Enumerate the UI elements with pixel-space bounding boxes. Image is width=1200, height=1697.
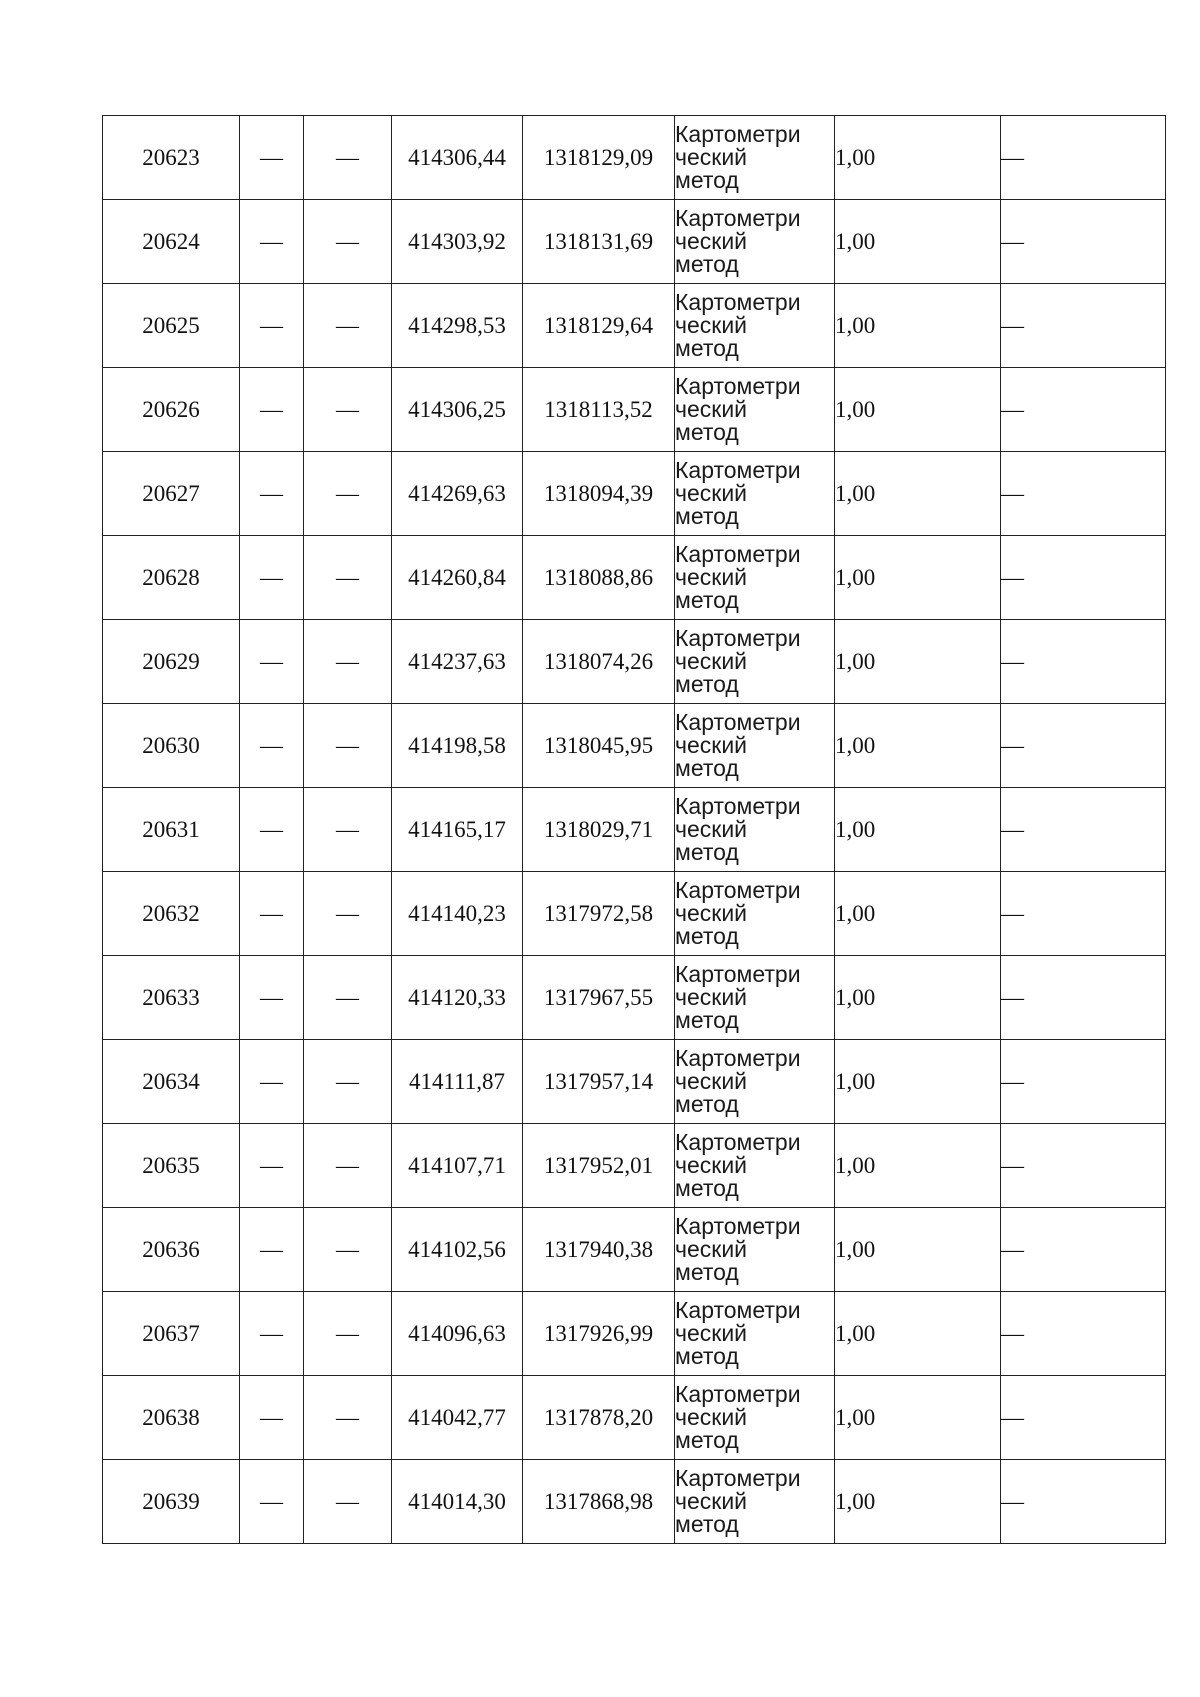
accuracy-cell: 1,00: [835, 116, 1001, 200]
table-row: [103, 1124, 1166, 1208]
method-cell: Картометри ческий метод: [675, 116, 835, 200]
point-number-cell: 20633: [103, 956, 240, 1040]
table-row: [103, 368, 1166, 452]
description-cell: —: [1001, 1208, 1166, 1292]
point-number-cell: 20625: [103, 284, 240, 368]
description-cell: —: [1001, 1376, 1166, 1460]
empty-coord-x-cell: —: [240, 200, 304, 284]
empty-coord-x-cell: —: [240, 872, 304, 956]
empty-coord-x-cell: —: [240, 368, 304, 452]
point-number-cell: 20639: [103, 1460, 240, 1544]
method-cell: Картометри ческий метод: [675, 1376, 835, 1460]
table-row: [103, 704, 1166, 788]
coord-y-cell: 1317868,98: [523, 1460, 675, 1544]
empty-coord-x-cell: —: [240, 536, 304, 620]
empty-coord-y-cell: —: [304, 452, 392, 536]
accuracy-cell: 1,00: [835, 704, 1001, 788]
coord-x-cell: 414165,17: [392, 788, 523, 872]
empty-coord-x-cell: —: [240, 788, 304, 872]
empty-coord-x-cell: —: [240, 620, 304, 704]
empty-coord-x-cell: —: [240, 116, 304, 200]
table-body: [103, 116, 1166, 1544]
table-row: [103, 1460, 1166, 1544]
coord-x-cell: 414111,87: [392, 1040, 523, 1124]
accuracy-cell: 1,00: [835, 620, 1001, 704]
method-cell: Картометри ческий метод: [675, 452, 835, 536]
method-cell: Картометри ческий метод: [675, 788, 835, 872]
coord-x-cell: 414260,84: [392, 536, 523, 620]
point-number-cell: 20627: [103, 452, 240, 536]
coord-x-cell: 414237,63: [392, 620, 523, 704]
method-cell: Картометри ческий метод: [675, 704, 835, 788]
empty-coord-y-cell: —: [304, 116, 392, 200]
description-cell: —: [1001, 1292, 1166, 1376]
empty-coord-y-cell: —: [304, 1376, 392, 1460]
coord-x-cell: 414306,25: [392, 368, 523, 452]
method-cell: Картометри ческий метод: [675, 1124, 835, 1208]
description-cell: —: [1001, 620, 1166, 704]
accuracy-cell: 1,00: [835, 1124, 1001, 1208]
accuracy-cell: 1,00: [835, 1208, 1001, 1292]
table-row: [103, 200, 1166, 284]
point-number-cell: 20630: [103, 704, 240, 788]
table-row: [103, 872, 1166, 956]
point-number-cell: 20629: [103, 620, 240, 704]
coord-y-cell: 1318045,95: [523, 704, 675, 788]
empty-coord-x-cell: —: [240, 956, 304, 1040]
table-row: [103, 116, 1166, 200]
coord-y-cell: 1317952,01: [523, 1124, 675, 1208]
method-cell: Картометри ческий метод: [675, 1292, 835, 1376]
coord-x-cell: 414102,56: [392, 1208, 523, 1292]
coord-x-cell: 414120,33: [392, 956, 523, 1040]
coord-y-cell: 1317940,38: [523, 1208, 675, 1292]
empty-coord-y-cell: —: [304, 1208, 392, 1292]
method-cell: Картометри ческий метод: [675, 872, 835, 956]
accuracy-cell: 1,00: [835, 1460, 1001, 1544]
coord-y-cell: 1318131,69: [523, 200, 675, 284]
description-cell: —: [1001, 284, 1166, 368]
point-number-cell: 20632: [103, 872, 240, 956]
accuracy-cell: 1,00: [835, 1376, 1001, 1460]
empty-coord-y-cell: —: [304, 1124, 392, 1208]
coord-x-cell: 414014,30: [392, 1460, 523, 1544]
accuracy-cell: 1,00: [835, 452, 1001, 536]
empty-coord-y-cell: —: [304, 872, 392, 956]
empty-coord-x-cell: —: [240, 284, 304, 368]
description-cell: —: [1001, 704, 1166, 788]
method-cell: Картометри ческий метод: [675, 368, 835, 452]
method-cell: Картометри ческий метод: [675, 1460, 835, 1544]
empty-coord-x-cell: —: [240, 1208, 304, 1292]
coord-y-cell: 1318129,09: [523, 116, 675, 200]
coord-x-cell: 414140,23: [392, 872, 523, 956]
coord-x-cell: 414269,63: [392, 452, 523, 536]
point-number-cell: 20634: [103, 1040, 240, 1124]
method-cell: Картометри ческий метод: [675, 536, 835, 620]
empty-coord-x-cell: —: [240, 1376, 304, 1460]
description-cell: —: [1001, 1460, 1166, 1544]
table-row: [103, 620, 1166, 704]
empty-coord-x-cell: —: [240, 1292, 304, 1376]
description-cell: —: [1001, 452, 1166, 536]
point-number-cell: 20628: [103, 536, 240, 620]
coord-y-cell: 1318113,52: [523, 368, 675, 452]
description-cell: —: [1001, 1040, 1166, 1124]
table-row: [103, 452, 1166, 536]
coord-y-cell: 1317926,99: [523, 1292, 675, 1376]
point-number-cell: 20624: [103, 200, 240, 284]
empty-coord-y-cell: —: [304, 956, 392, 1040]
coord-y-cell: 1318029,71: [523, 788, 675, 872]
accuracy-cell: 1,00: [835, 788, 1001, 872]
description-cell: —: [1001, 116, 1166, 200]
accuracy-cell: 1,00: [835, 200, 1001, 284]
coord-y-cell: 1318094,39: [523, 452, 675, 536]
point-number-cell: 20638: [103, 1376, 240, 1460]
coord-x-cell: 414303,92: [392, 200, 523, 284]
empty-coord-x-cell: —: [240, 1124, 304, 1208]
table-row: [103, 1208, 1166, 1292]
table-row: [103, 956, 1166, 1040]
table-row: [103, 788, 1166, 872]
accuracy-cell: 1,00: [835, 872, 1001, 956]
accuracy-cell: 1,00: [835, 1292, 1001, 1376]
coord-y-cell: 1317878,20: [523, 1376, 675, 1460]
description-cell: —: [1001, 788, 1166, 872]
description-cell: —: [1001, 200, 1166, 284]
point-number-cell: 20635: [103, 1124, 240, 1208]
method-cell: Картометри ческий метод: [675, 956, 835, 1040]
table-row: [103, 1376, 1166, 1460]
table-row: [103, 284, 1166, 368]
point-number-cell: 20626: [103, 368, 240, 452]
accuracy-cell: 1,00: [835, 536, 1001, 620]
coord-x-cell: 414306,44: [392, 116, 523, 200]
empty-coord-y-cell: —: [304, 704, 392, 788]
coord-x-cell: 414042,77: [392, 1376, 523, 1460]
description-cell: —: [1001, 536, 1166, 620]
accuracy-cell: 1,00: [835, 1040, 1001, 1124]
empty-coord-y-cell: —: [304, 284, 392, 368]
empty-coord-y-cell: —: [304, 1460, 392, 1544]
coord-y-cell: 1318088,86: [523, 536, 675, 620]
method-cell: Картометри ческий метод: [675, 200, 835, 284]
coord-x-cell: 414096,63: [392, 1292, 523, 1376]
description-cell: —: [1001, 956, 1166, 1040]
empty-coord-y-cell: —: [304, 368, 392, 452]
coord-y-cell: 1317957,14: [523, 1040, 675, 1124]
description-cell: —: [1001, 872, 1166, 956]
table-row: [103, 1040, 1166, 1124]
coord-y-cell: 1318129,64: [523, 284, 675, 368]
empty-coord-y-cell: —: [304, 788, 392, 872]
description-cell: —: [1001, 368, 1166, 452]
point-number-cell: 20636: [103, 1208, 240, 1292]
coordinates-table: [102, 115, 1166, 1544]
empty-coord-y-cell: —: [304, 200, 392, 284]
description-cell: —: [1001, 1124, 1166, 1208]
accuracy-cell: 1,00: [835, 284, 1001, 368]
coord-x-cell: 414298,53: [392, 284, 523, 368]
coord-y-cell: 1317972,58: [523, 872, 675, 956]
empty-coord-y-cell: —: [304, 536, 392, 620]
method-cell: Картометри ческий метод: [675, 620, 835, 704]
accuracy-cell: 1,00: [835, 368, 1001, 452]
accuracy-cell: 1,00: [835, 956, 1001, 1040]
empty-coord-x-cell: —: [240, 452, 304, 536]
coord-x-cell: 414198,58: [392, 704, 523, 788]
point-number-cell: 20623: [103, 116, 240, 200]
coord-y-cell: 1317967,55: [523, 956, 675, 1040]
method-cell: Картометри ческий метод: [675, 1208, 835, 1292]
empty-coord-y-cell: —: [304, 1040, 392, 1124]
table-row: [103, 536, 1166, 620]
method-cell: Картометри ческий метод: [675, 284, 835, 368]
coord-x-cell: 414107,71: [392, 1124, 523, 1208]
point-number-cell: 20631: [103, 788, 240, 872]
empty-coord-y-cell: —: [304, 1292, 392, 1376]
empty-coord-y-cell: —: [304, 620, 392, 704]
point-number-cell: 20637: [103, 1292, 240, 1376]
method-cell: Картометри ческий метод: [675, 1040, 835, 1124]
table-row: [103, 1292, 1166, 1376]
empty-coord-x-cell: —: [240, 1040, 304, 1124]
empty-coord-x-cell: —: [240, 704, 304, 788]
coord-y-cell: 1318074,26: [523, 620, 675, 704]
empty-coord-x-cell: —: [240, 1460, 304, 1544]
